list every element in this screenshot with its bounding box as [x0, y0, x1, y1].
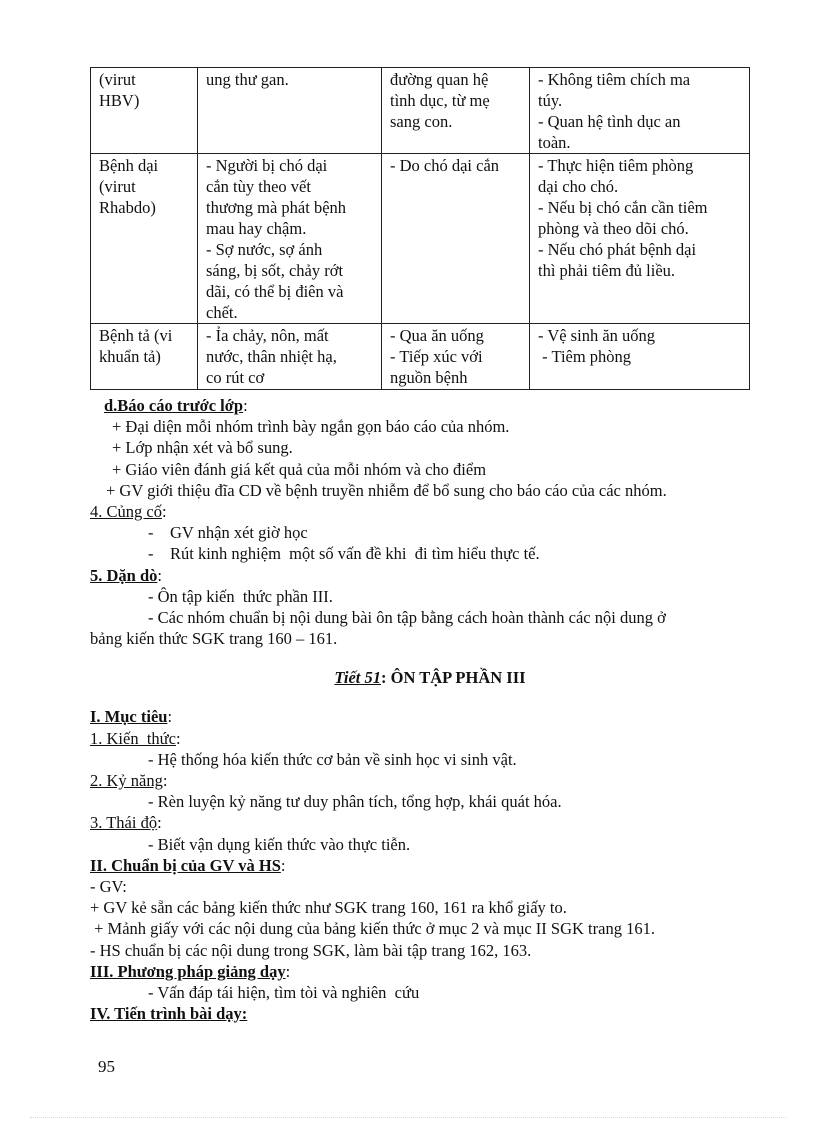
cell-line: - Không tiêm chích ma [538, 70, 691, 89]
knowledge-text: - Hệ thống hóa kiến thức cơ bản về sinh học vi sinh vật. [148, 749, 517, 769]
method-heading-line: III. Phương pháp giảng dạy: [90, 961, 291, 981]
knowledge-heading: 1. Kiến thức [90, 728, 176, 748]
cell-line: chết. [206, 303, 238, 322]
cell-line: - Người bị chó dại [206, 156, 328, 175]
lesson-text: d.Báo cáo trước lớp: + Đại diện mỗi nhóm trình bày ngắn gọn báo cáo của nhóm. + Lớp nhận xét và bổ sung. + Giáo viên đánh giá kết quả của mỗi nhóm và cho điểm + GV giới thiệu đĩa CD về bệnh truyền nhiễm để bổ sung cho báo cáo của các nhóm. 4. Củng cố: - GV nhận xét giờ học - Rút kinh nghiệm một số vấn đề khi đi tìm hiểu thực tế. 5. Dặn dò: - Ôn tập kiến thức phần III. - Các nhóm chuẩn bị nội dung bài ôn tập bằng cách hoàn thành các nội dung ở bảng kiến thức SGK trang 160 – 161. Tiết 51: ÔN TẬP PHẦN III I. Mục tiêu: 1. Kiến thức: - Hệ thống hóa kiến thức cơ bản về sinh học vi sinh vật. 2. Kỷ năng: - Rèn luyện kỷ năng tư duy phân tích, tổng hợp, khái quát hóa. 3. Thái độ: - Biết vận dụng kiến thức vào thực tiễn. II. Chuẩn bị của GV và HS: - GV: + GV kẻ sẵn các bảng kiến thức như SGK trang 160, 161 ra khổ giấy to. + Mảnh giấy với các nội dung của bảng kiến thức ở mục 2 và mục II SGK trang 161. - HS chuẩn bị các nội dung trong SGK, làm bài tập trang 162, 163. III. Phương pháp giảng dạy: - Vấn đáp tái hiện, tìm tòi và nghiên cứu IV. Tiến trình bài dạy: [90, 395, 770, 1024]
spacer [90, 649, 770, 667]
objectives-heading-line: I. Mục tiêu: [90, 707, 173, 727]
footer-dotted-line [30, 1117, 786, 1118]
preparation-line: + GV kẻ sẵn các bảng kiến thức như SGK trang 160, 161 ra khổ giấy to. [90, 898, 567, 918]
cell-line: - Qua ăn uống [390, 326, 484, 345]
cell-line: Rhabdo) [99, 198, 156, 217]
cell-line: co rút cơ [206, 368, 265, 387]
table-cell [382, 154, 530, 324]
cell-line: sáng, bị sốt, chảy rớt [206, 261, 344, 280]
consolidate-heading-line: 4. Củng cố: [90, 501, 167, 521]
table-cell [91, 68, 198, 154]
cell-line: cắn tùy theo vết [206, 177, 311, 196]
objectives-heading: I. Mục tiêu [90, 707, 168, 727]
cell-line: sang con. [390, 112, 453, 131]
preparation-heading-line: II. Chuẩn bị của GV và HS: [90, 855, 286, 875]
preparation-line: - GV: [90, 876, 127, 896]
process-heading: IV. Tiến trình bài dạy: [90, 1004, 248, 1024]
cell-line: - Tiêm phòng [538, 347, 632, 366]
lesson-title-label: Tiết 51 [334, 668, 382, 688]
table-cell [91, 154, 198, 324]
spacer [90, 688, 770, 706]
cell-line: túy. [538, 91, 563, 110]
report-item: + Đại diện mỗi nhóm trình bày ngắn gọn báo cáo của nhóm. [112, 417, 510, 437]
cell-line: - Nếu chó phát bệnh dại [538, 240, 697, 259]
cell-line: - Ỉa chảy, nôn, mất [206, 326, 329, 345]
lesson-title-text: : ÔN TẬP PHẦN III [381, 668, 526, 688]
cell-line: dại cho chó. [538, 177, 619, 196]
cell-line: đường quan hệ [390, 70, 489, 89]
homework-item: - Các nhóm chuẩn bị nội dung bài ôn tập bằng cách hoàn thành các nội dung ở [148, 607, 666, 627]
table-cell [91, 324, 198, 390]
report-heading-line: d.Báo cáo trước lớp: [104, 396, 248, 415]
disease-table [90, 67, 750, 390]
cell-line: - Tiếp xúc với [390, 347, 483, 366]
table-cell [198, 68, 382, 154]
skill-text: - Rèn luyện kỷ năng tư duy phân tích, tổng hợp, khái quát hóa. [148, 792, 562, 812]
report-item: + Giáo viên đánh giá kết quả của mỗi nhóm và cho điểm [112, 459, 487, 479]
table-row [91, 324, 750, 390]
cell-line: thương mà phát bệnh [206, 198, 347, 217]
lesson-title [90, 667, 770, 688]
cell-line: (virut [99, 70, 136, 89]
cell-line: - Sợ nước, sợ ánh [206, 240, 323, 259]
cell-line: - Thực hiện tiêm phòng [538, 156, 694, 175]
cell-line: ung thư gan. [206, 70, 289, 89]
table-cell [198, 324, 382, 390]
cell-line: nguồn bệnh [390, 368, 468, 387]
homework-heading-line: 5. Dặn dò: [90, 565, 162, 585]
cell-line: Bệnh tả (vi [99, 326, 173, 345]
report-item: + Lớp nhận xét và bổ sung. [112, 438, 293, 458]
preparation-heading: II. Chuẩn bị của GV và HS [90, 855, 281, 875]
cell-line: khuẩn tả) [99, 347, 161, 366]
attitude-heading: 3. Thái độ [90, 813, 158, 833]
cell-line: HBV) [99, 91, 140, 110]
preparation-line: + Mảnh giấy với các nội dung của bảng kiến thức ở mục 2 và mục II SGK trang 161. [90, 919, 655, 939]
cell-line: Bệnh dại [99, 156, 159, 175]
consolidate-heading: 4. Củng cố [90, 501, 162, 521]
homework-heading: 5. Dặn dò [90, 565, 158, 585]
cell-line: - Do chó dại cắn [390, 156, 500, 175]
homework-item-wrap: bảng kiến thức SGK trang 160 – 161. [90, 629, 338, 649]
report-item: + GV giới thiệu đĩa CD về bệnh truyền nhiễm để bổ sung cho báo cáo của các nhóm. [106, 480, 667, 500]
skill-heading: 2. Kỷ năng [90, 771, 163, 790]
cell-line: nước, thân nhiệt hạ, [206, 347, 337, 366]
attitude-text: - Biết vận dụng kiến thức vào thực tiễn. [148, 834, 411, 854]
page-number: 95 [98, 1057, 115, 1076]
cell-line: - Quan hệ tình dục an [538, 112, 681, 131]
table-cell [530, 68, 750, 154]
method-text: - Vấn đáp tái hiện, tìm tòi và nghiên cứu [148, 982, 420, 1002]
cell-line: thì phải tiêm đủ liều. [538, 261, 676, 280]
cell-line: mau hay chậm. [206, 219, 307, 238]
method-heading: III. Phương pháp giảng dạy [90, 961, 286, 981]
cell-line: dãi, có thể bị điên và [206, 282, 344, 301]
cell-line: - Nếu bị chó cắn cần tiêm [538, 198, 708, 217]
cell-line: phòng và theo dõi chó. [538, 219, 689, 238]
table-cell [530, 324, 750, 390]
table-row [91, 68, 750, 154]
report-heading: d.Báo cáo trước lớp [104, 396, 244, 415]
consolidate-item: - Rút kinh nghiệm một số vấn đề khi đi tìm hiểu thực tế. [148, 544, 540, 564]
homework-item: - Ôn tập kiến thức phần III. [148, 586, 333, 606]
cell-line: - Vệ sinh ăn uống [538, 326, 656, 345]
table-cell [530, 154, 750, 324]
preparation-line: - HS chuẩn bị các nội dung trong SGK, làm bài tập trang 162, 163. [90, 940, 532, 960]
cell-line: toàn. [538, 133, 571, 152]
consolidate-item: - GV nhận xét giờ học [148, 523, 308, 543]
cell-line: (virut [99, 177, 136, 196]
cell-line: tình dục, từ mẹ [390, 91, 490, 110]
table-cell [382, 68, 530, 154]
table-cell [198, 154, 382, 324]
table-row [91, 154, 750, 324]
table-cell [382, 324, 530, 390]
